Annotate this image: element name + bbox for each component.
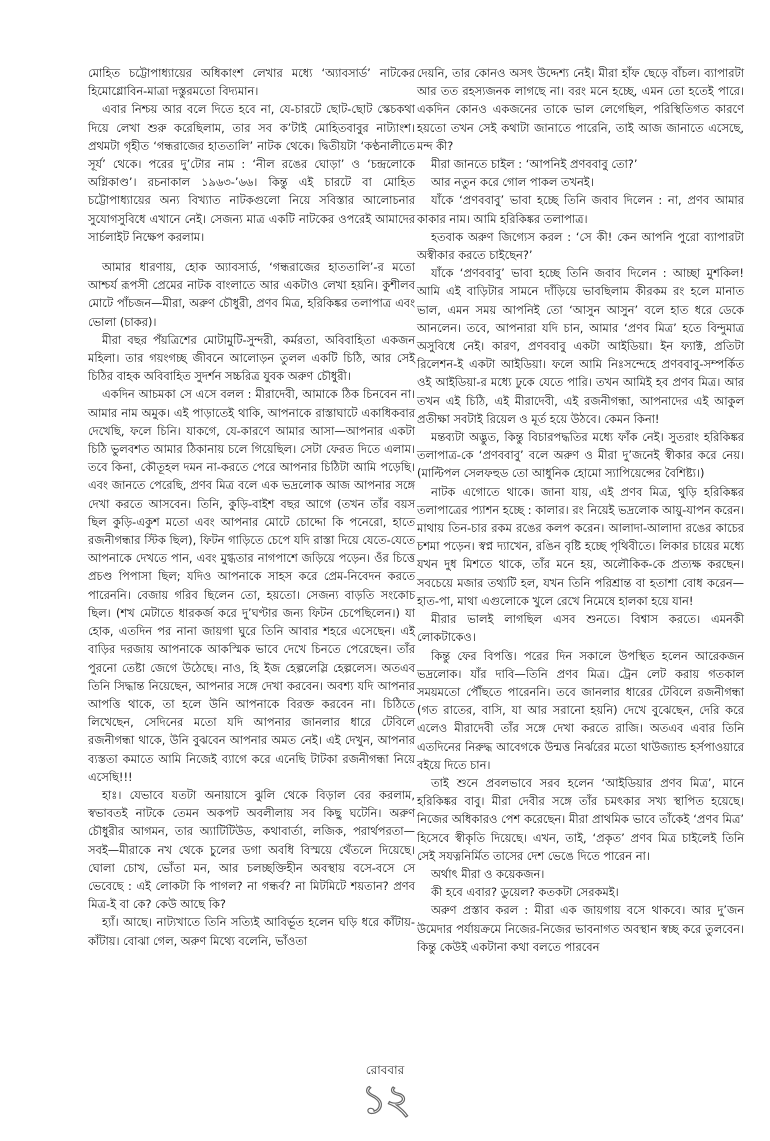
paragraph: হতবাক অরুণ জিগ্যেস করল : ‘সে কী! কেন আপনি পুরো ব্যাপারটা অস্বীকার করতে চাইছেন?’	[417, 229, 744, 263]
paragraph: যাঁকে ‘প্রণববাবু’ ভাবা হচ্ছে তিনি জবাব দিলেন : আচ্ছা মুশকিল! আমি এই বাড়িটার সামনে দাঁড়িয়ে ভাবছিলাম কীরকম রং হলে মানাত ভাল, এমন সময় আপনিই তো ‘আসুন আসুন’ বলে হাত ধরে ডেকে আনলেন। তবে, আপনারা যদি চান, আমার ‘প্রণব মিত্র’ হতে বিন্দুমাত্র অসুবিধে নেই। কারণ, প্রণববাবু একটা আইডিয়া। ইন ফ্যাক্ট, প্রতিটা রিলেশন-ই একটা আইডিয়া। ফলে আমি নিঃসন্দেহে প্রণববাবু-সম্পর্কিত ওই আইডিয়া-র মধ্যে ঢুকে যেতে পারি। তখন আমিই হব প্রণব মিত্র। আর তখন এই চিঠি, এই মীরাদেবী, এই রজনীগন্ধা, আপনাদের এই আকুল প্রতীক্ষা সবটাই রিয়েল ও মূর্ত হয়ে উঠবে। কেমন কিনা!	[417, 266, 744, 426]
paragraph: এবার নিশ্চয় আর বলে দিতে হবে না, যে-চারটে ছোট-ছোট স্কেচকথা দিয়ে লেখা শুরু করেছিলাম, তার সব ক’টাই মোহিতবাবুর নাট্যাংশ। প্রথমটা গৃহীত ‘গন্ধরাজের হাততালি’ নাটক থেকে। দ্বিতীয়টা ‘কণ্ঠনালীতে সূর্য’ থেকে। পরের দু’টোর নাম : ‘নীল রঙের ঘোড়া’ ও ‘চন্দ্রলোকে অগ্নিকাণ্ড’। রচনাকাল ১৯৬৩-’৬৬। কিন্তু এই চারটে বা মোহিত চট্টোপাধ্যায়ের অন্য বিখ্যাত নাটকগুলো নিয়ে সবিস্তার আলোচনার সুযোগসুবিধে এখানে নেই। সেজন্য মাত্র একটি নাটকের ওপরেই আমাদের সার্চলাইট নিক্ষেপ করলাম।	[88, 102, 415, 244]
paragraph: কী হবে এবার? ডুয়েল? কতকটা সেরকমই।	[431, 885, 619, 900]
paragraph: মীরা বছর পঁয়ত্রিশের মোটামুটি-সুন্দরী, কর্মরতা, অবিবাহিতা একজন মহিলা। তার গয়ংগচ্ছ জীবনে আলোড়ন তুলল একটি চিঠি, আর সেই চিঠির বাহক অবিবাহিত সুদর্শন সচ্চরিত্র যুবক অরুণ চৌধুরী।	[88, 332, 415, 384]
paragraph: হ্যাঁ। আছে। নাট্যখাতে তিনি সত্যিই আবির্ভূত হলেন ঘড়ি ধরে কাঁটায়-কাঁটায়। বোঝা গেল, অরুণ মিথ্যে বলেনি, ভাঁওতা	[88, 915, 415, 948]
page-number: ১২	[361, 1077, 409, 1123]
paragraph: মন্তব্যটা অদ্ভুত, কিন্তু বিচারপদ্ধতির মধ্যে ফাঁক নেই। সুতরাং হরিকিঙ্কর তলাপাত্র-কে ‘প্রণববাবু’ বলে অরুণ ও মীরা দু’জনেই স্বীকার করে নেয়। (মাল্টিপল সেলফহুড তো আধুনিক হোমো স্যাপিয়েন্সের বৈশিষ্ট্য।)	[417, 430, 744, 481]
left-column	[88, 64, 415, 950]
paragraph: তাই শুনে প্রবলভাবে সরব হলেন ‘আইডিয়ার প্রণব মিত্র’, মানে হরিকিঙ্কর বাবু। মীরা দেবীর সঙ্গে তাঁর চমৎকার সখ্য স্থাপিত হয়েছে। নিজের অধিকারও পেশ করেছেন। মীরা প্রাথমিক ভাবে তাঁকেই ‘প্রণব মিত্র’ হিসেবে স্বীকৃতি দিয়েছে। এখন, তাই, ‘প্রকৃত’ প্রণব মিত্র চাইলেই তিনি সেই সযত্ননির্মিত তাসের দেশ ভেঙে দিতে পারেন না।	[417, 775, 744, 863]
paragraph: মীরা জানতে চাইল : ‘আপনিই প্রণববাবু তো?’	[431, 157, 638, 172]
paragraph-gap	[88, 246, 415, 258]
paragraph: একদিন আচমকা সে এসে বলল : মীরাদেবী, আমাকে ঠিক চিনবেন না। আমার নাম অমুক। এই পাড়াতেই থাকি, আপনাকে রাস্তাঘাটে একাধিকবার দেখেছি, ফলে চিনি। যাকগে, যে-কারণে আমার আসা—আপনার একটা চিঠি ভুলবশত আমার ঠিকানায় চলে গিয়েছিল। সেটা ফেরত দিতে এলাম। তবে কিনা, কৌতূহল দমন না-করতে পেরে আপনার চিঠিটা আমি পড়েছি। এবং জানতে পেরেছি, প্রণব মিত্র বলে এক ভদ্রলোক আজ আপনার সঙ্গে দেখা করতে আসবেন। তিনি, কুড়ি-বাইশ বছর আগে (তখন তাঁর বয়স ছিল কুড়ি-একুশ মতো এবং আপনার মোটে চোদ্দো কি পনেরো, হাতে রজনীগন্ধার স্টিক ছিল), ফিটন গাড়িতে চেপে যদি রাস্তা দিয়ে যেতে-যেতে আপনাকে দেখতে পান, এবং মুগ্ধতার নাগপাশে জড়িয়ে পড়েন। ওঁর চিত্তে প্রচণ্ড পিপাসা ছিল; যদিও আপনাকে সাহস করে প্রেম-নিবেদন করতে পারেননি। বেজায় গরিব ছিলেন তো, হয়তো। সেজন্য বাড়তি সংকোচ ছিল। (শখ মেটাতে ধারকর্জ করে দু’ঘণ্টার জন্য ফিটন চেপেছিলেন।) যা হোক, এতদিন পর নানা জায়গা ঘুরে তিনি আবার শহরে এসেছেন। এই বাড়ির দরজায় আপনাকে আকস্মিক ভাবে দেখে চিনতে পেরেছেন। তাঁর পুরনো তেষ্টা জেগে উঠেছে। নাও, হি ইজ হেল্পলেস্লি হেল্পলেস। অতএব তিনি সিদ্ধান্ত নিয়েছেন, আপনার সঙ্গে দেখা করবেন। অবশ্য যদি আপনার আপত্তি থাকে, তা হলে উনি আপনাকে বিরক্ত করবেন না। চিঠিতে লিখেছেন, সেদিনের মতো যদি আপনার জানলার ধারে টেবিলে রজনীগন্ধা থাকে, উনি বুঝবেন আপনার অমত নেই। এই দেখুন, আপনার ব্যস্ততা কমাতে আমি নিজেই ব্যাগে করে এনেছি টাটকা রজনীগন্ধা নিয়ে এসেছি!!!	[88, 387, 415, 784]
right-column	[417, 64, 744, 956]
paragraph: যাঁকে ‘প্রণববাবু’ ভাবা হচ্ছে তিনি জবাব দিলেন : না, প্রণব আমার কাকার নাম। আমি হরিকিঙ্কর তলাপাত্র।	[417, 193, 744, 226]
paragraph: কিন্তু ফের বিপত্তি। পরের দিন সকালে উপস্থিত হলেন আরেকজন ভদ্রলোক। যাঁর দাবি—তিনি প্রণব মিত্র। ট্রেন লেট করায় গতকাল সময়মতো পৌঁছতে পারেননি। তবে জানলার ধারের টেবিলে রজনীগন্ধা (গত রাতের, বাসি, যা আর সরানো হয়নি) দেখে বুঝেছেন, দেরি করে এলেও মীরাদেবী তাঁর সঙ্গে দেখা করতে রাজি। অতএব এবার তিনি এতদিনের নিরুদ্ধ আবেগকে উন্মত্ত নির্ঝরের মতো থাউজ্যান্ড হর্সপাওয়ারে বইয়ে দিতে চান।	[417, 648, 744, 772]
paragraph: অর্থাৎ মীরা ও কয়েকজন।	[431, 866, 545, 881]
paragraph: আমার ধারণায়, হোক অ্যাবসার্ড, ‘গন্ধরাজের হাততালি’-র মতো আশ্চর্য রূপসী প্রেমের নাটক বাংলাতে আর একটাও লেখা হয়নি। কুশীলব মোটে পাঁচজন—মীরা, অরুণ চৌধুরী, প্রণব মিত্র, হরিকিঙ্কর তলাপাত্র এবং ভোলা (চাকর)।	[88, 260, 415, 329]
paragraph: দেয়নি, তার কোনও অসৎ উদ্দেশ্য নেই। মীরা হাঁফ ছেড়ে বাঁচল। ব্যাপারটা আর তত রহস্যজনক লাগছে না। বরং মনে হচ্ছে, এমন তো হতেই পারে। একদিন কোনও একজনের তাকে ভাল লেগেছিল, পরিস্থিতিগত কারণে হয়তো তখন সেই কথাটা জানাতে পারেনি, তাই আজ জানাতে এসেছে, মন্দ কী?	[417, 66, 744, 153]
paragraph: হাঃ। যেভাবে যতটা অনায়াসে ঝুলি থেকে বিড়াল বের করলাম, স্বভাবতই নাটকে তেমন অকপট অবলীলায় সব কিছু ঘটেনি। অরুণ চৌধুরীর আগমন, তার অ্যাটিটিউড, কথাবার্তা, লজিক, পরার্থপরতা—সবই—মীরাকে নখ থেকে চুলের ডগা অবধি বিস্ময়ে থেঁতলে দিয়েছে। ঘোলা চোখ, ভোঁতা মন, আর চলচ্ছক্তিহীন অবস্থায় বসে-বসে সে ভেবেছে : এই লোকটা কি পাগল? না গন্ধর্ব? না মিটমিটে শয়তান? প্রণব মিত্র-ই বা কে? কেউ আছে কি?	[88, 787, 415, 912]
paragraph: মীরার ভালই লাগছিল এসব শুনতে। বিশ্বাস করতে। এমনকী লোকটাকেও।	[417, 612, 744, 645]
paragraph: আর নতুন করে গোল পাকল তখনই।	[431, 175, 594, 190]
paragraph: নাটক এগোতে থাকে। জানা যায়, এই প্রণব মিত্র, থুড়ি হরিকিঙ্কর তলাপাত্রের প্যাশন হচ্ছে : কালার। রং নিয়েই ভদ্রলোক আয়ু-যাপন করেন। মাথায় তিন-চার রকম রঙের কলপ করেন। আলাদা-আলাদা রঙের কাচের চশমা পড়েন। স্বপ্ন দ্যাখেন, রঙিন বৃষ্টি হচ্ছে পৃথিবীতে। লিকার চায়ের মধ্যে যখন দুধ মিশতে থাকে, তাঁর মনে হয়, অলৌকিক-কে প্রত্যক্ষ করছেন। সবচেয়ে মজার তথ্যটি হল, যখন তিনি পরিশ্রান্ত বা হতাশা বোধ করেন—হাত-পা, মাথা এগুলোকে খুলে রেখে নিমেষে হালকা হয়ে যান!	[417, 484, 744, 608]
paragraph: অরুণ প্রস্তাব করল : মীরা এক জায়গায় বসে থাকবে। আর দু’জন উমেদার পর্যায়ক্রমে নিজের-নিজের ভাবনাগত অবস্থান স্বচ্ছ করে তুলবেন। কিন্তু কেউই একটানা কথা বলতে পারবেন	[417, 903, 744, 954]
paragraph: মোহিত চট্টোপাধ্যায়ের অধিকাংশ লেখার মধ্যে ‘অ্যাবসার্ড’ নাটকের হিমোগ্লোবিন-মাত্রা দস্তুরমতো বিদ্যমান।	[88, 66, 415, 99]
magazine-name: রোববার	[365, 1063, 405, 1077]
